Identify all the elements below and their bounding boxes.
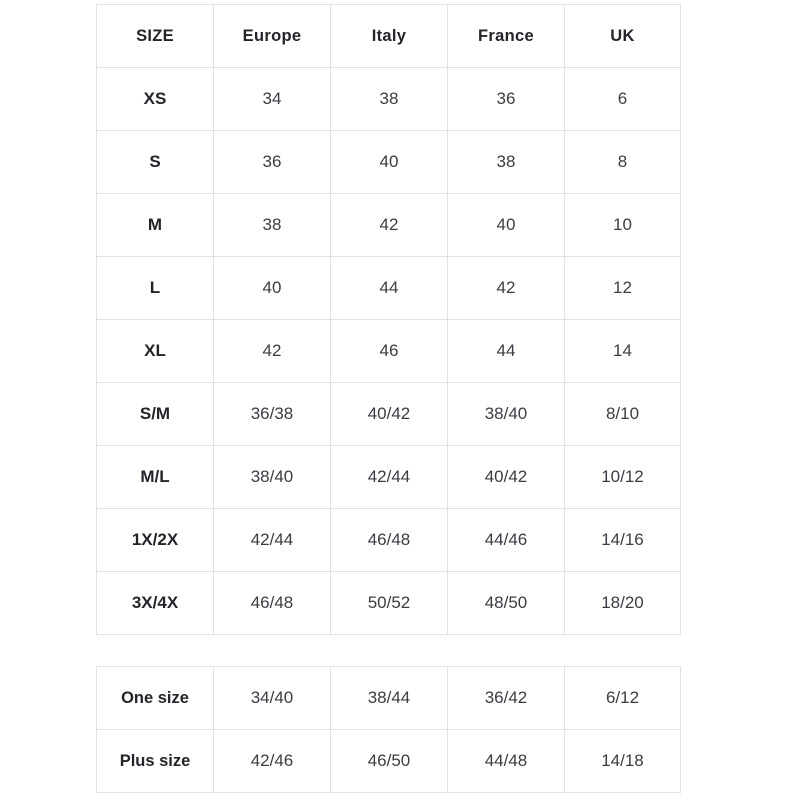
column-header-size: SIZE [97, 5, 214, 68]
cell-uk: 8/10 [565, 383, 681, 446]
cell-italy: 38 [331, 68, 448, 131]
table-row [97, 509, 681, 572]
one-size-table-container [96, 666, 680, 793]
cell-uk: 14/16 [565, 509, 681, 572]
row-label: XL [97, 320, 214, 383]
cell-uk: 10 [565, 194, 681, 257]
cell-uk: 8 [565, 131, 681, 194]
cell-europe: 42/44 [214, 509, 331, 572]
table-row [97, 383, 681, 446]
table-row [97, 320, 681, 383]
cell-france: 42 [448, 257, 565, 320]
cell-europe: 38/40 [214, 446, 331, 509]
cell-italy: 50/52 [331, 572, 448, 635]
cell-italy: 46 [331, 320, 448, 383]
cell-uk: 14/18 [565, 730, 681, 793]
cell-france: 40/42 [448, 446, 565, 509]
cell-italy: 38/44 [331, 667, 448, 730]
cell-france: 38/40 [448, 383, 565, 446]
row-label: S/M [97, 383, 214, 446]
cell-italy: 44 [331, 257, 448, 320]
cell-france: 44/46 [448, 509, 565, 572]
cell-france: 36/42 [448, 667, 565, 730]
table-row [97, 68, 681, 131]
column-header-europe: Europe [214, 5, 331, 68]
cell-europe: 36 [214, 131, 331, 194]
table-row [97, 194, 681, 257]
cell-europe: 42/46 [214, 730, 331, 793]
cell-france: 40 [448, 194, 565, 257]
cell-france: 38 [448, 131, 565, 194]
cell-italy: 42/44 [331, 446, 448, 509]
cell-france: 44/48 [448, 730, 565, 793]
cell-europe: 40 [214, 257, 331, 320]
row-label-plus-size: Plus size [97, 730, 214, 793]
cell-europe: 38 [214, 194, 331, 257]
row-label: M [97, 194, 214, 257]
table-row [97, 131, 681, 194]
column-header-uk: UK [565, 5, 681, 68]
row-label: S [97, 131, 214, 194]
size-conversion-table [96, 4, 681, 635]
row-label: XS [97, 68, 214, 131]
cell-europe: 34/40 [214, 667, 331, 730]
cell-europe: 36/38 [214, 383, 331, 446]
cell-france: 44 [448, 320, 565, 383]
row-label: 1X/2X [97, 509, 214, 572]
cell-italy: 46/50 [331, 730, 448, 793]
cell-europe: 42 [214, 320, 331, 383]
cell-italy: 40/42 [331, 383, 448, 446]
size-conversion-table-container [96, 4, 680, 635]
cell-europe: 46/48 [214, 572, 331, 635]
cell-europe: 34 [214, 68, 331, 131]
cell-uk: 14 [565, 320, 681, 383]
column-header-france: France [448, 5, 565, 68]
cell-france: 48/50 [448, 572, 565, 635]
cell-uk: 10/12 [565, 446, 681, 509]
cell-uk: 18/20 [565, 572, 681, 635]
table-row [97, 667, 681, 730]
table-row [97, 446, 681, 509]
cell-uk: 6/12 [565, 667, 681, 730]
row-label-one-size: One size [97, 667, 214, 730]
one-size-table [96, 666, 681, 793]
table-row [97, 257, 681, 320]
cell-france: 36 [448, 68, 565, 131]
row-label: L [97, 257, 214, 320]
cell-italy: 40 [331, 131, 448, 194]
row-label: 3X/4X [97, 572, 214, 635]
cell-uk: 12 [565, 257, 681, 320]
cell-uk: 6 [565, 68, 681, 131]
table-header-row [97, 5, 681, 68]
column-header-italy: Italy [331, 5, 448, 68]
cell-italy: 42 [331, 194, 448, 257]
table-row [97, 730, 681, 793]
cell-italy: 46/48 [331, 509, 448, 572]
row-label: M/L [97, 446, 214, 509]
table-row [97, 572, 681, 635]
